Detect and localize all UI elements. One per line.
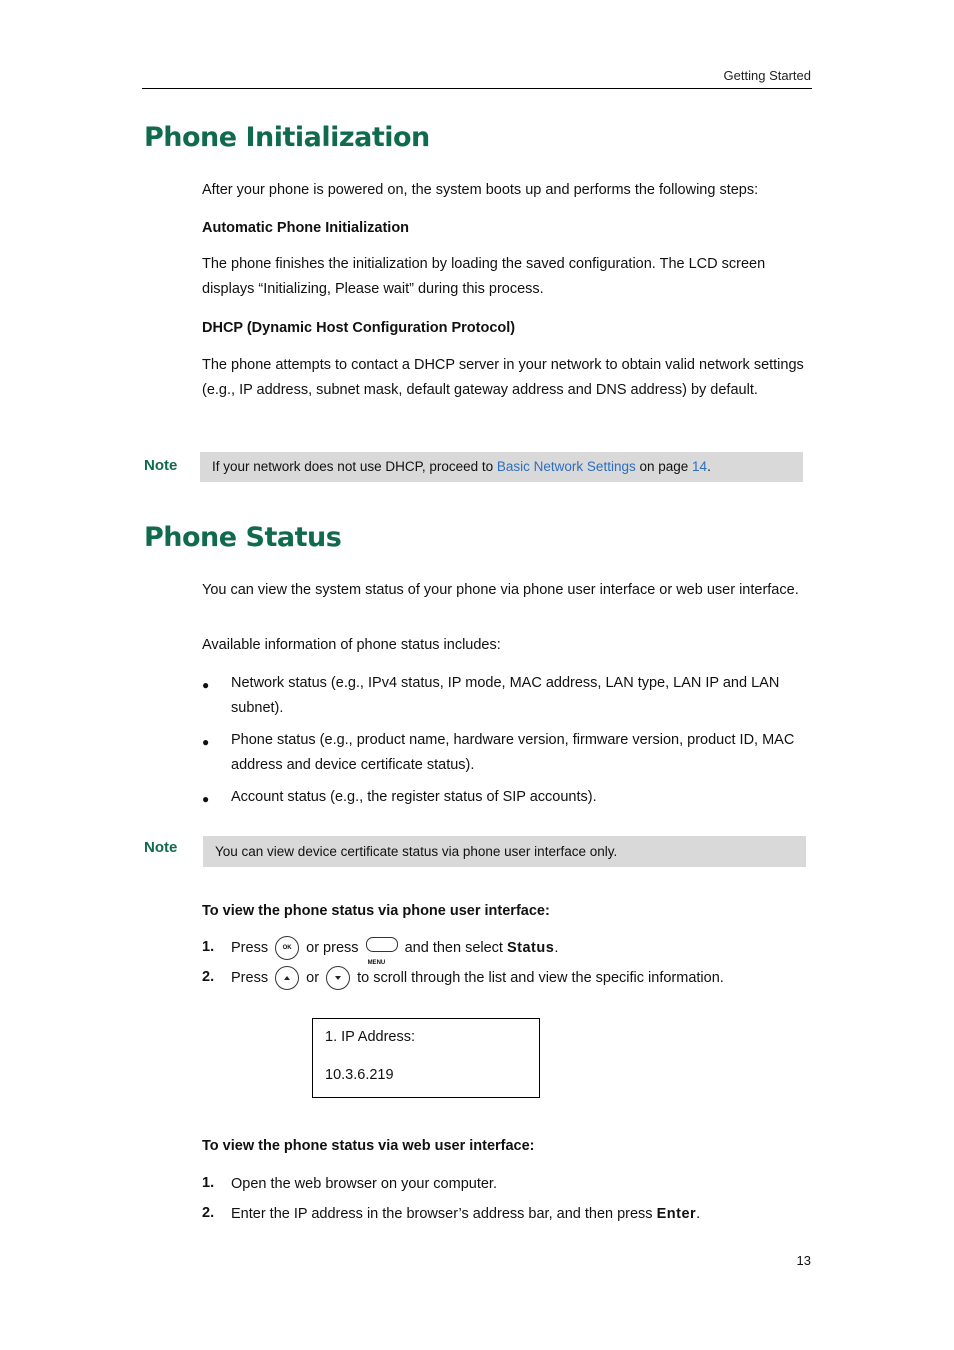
step-text: to scroll through the list and view the specific information.: [357, 970, 724, 986]
step-number: 1.: [202, 939, 215, 955]
bullet-icon: ●: [202, 792, 210, 806]
step-number: 2.: [202, 969, 215, 985]
note-text: You can view device certificate status via phone user interface only.: [215, 844, 618, 859]
section-title-phone-initialization: Phone Initialization: [144, 122, 430, 153]
step-text: or press: [306, 940, 359, 956]
status-available: Available information of phone status includes:: [202, 637, 501, 653]
status-intro: You can view the system status of your phone via phone user interface or web user interface.: [202, 582, 799, 598]
note-text: on page: [635, 459, 693, 474]
menu-key-icon: [366, 936, 398, 967]
header-rule: [142, 88, 812, 89]
subheading-phone-ui: To view the phone status via phone user interface:: [202, 903, 550, 919]
step-text: Enter the IP address in the browser’s address bar, and then press: [231, 1206, 657, 1222]
note-label: Note: [144, 839, 178, 856]
subheading-automatic-init: Automatic Phone Initialization: [202, 220, 410, 236]
running-header: Getting Started: [723, 68, 811, 83]
lcd-screen: [312, 1018, 540, 1098]
basic-network-settings-link[interactable]: Basic Network Settings: [496, 459, 636, 474]
note-box-dhcp: [200, 452, 803, 482]
step-text: Press: [231, 940, 269, 956]
phone-ui-step-2: [231, 966, 811, 990]
subheading-web-ui: To view the phone status via web user interface:: [202, 1138, 535, 1154]
list-item: Phone status (e.g., product name, hardware version, firmware version, product ID, MAC address and device certificate status).: [231, 732, 795, 773]
step-text: .: [696, 1206, 701, 1222]
step-text: .: [554, 940, 559, 956]
list-item: Account status (e.g., the register status of SIP accounts).: [231, 789, 597, 805]
phone-ui-step-1: [231, 936, 811, 967]
section-title-phone-status: Phone Status: [144, 522, 342, 553]
note-label: Note: [144, 457, 178, 474]
subheading-dhcp: DHCP (Dynamic Host Configuration Protocol): [202, 320, 516, 336]
page-number: 13: [796, 1253, 811, 1268]
lcd-line-2: 10.3.6.219: [325, 1067, 394, 1083]
menu-key-label: MENU: [367, 960, 386, 967]
down-key-icon: [326, 966, 350, 990]
init-intro: After your phone is powered on, the system boots up and performs the following steps:: [202, 182, 759, 198]
step-number: 1.: [202, 1175, 215, 1191]
up-key-icon: [275, 966, 299, 990]
step-text: Press: [231, 970, 269, 986]
bullet-icon: ●: [202, 678, 210, 692]
page-link[interactable]: 14: [692, 459, 708, 474]
term-status: Status: [506, 940, 555, 956]
step-number: 2.: [202, 1205, 215, 1221]
note-box-certificate: [203, 836, 806, 867]
web-ui-step-2: [231, 1202, 811, 1226]
list-item: Network status (e.g., IPv4 status, IP mode, MAC address, LAN type, LAN IP and LAN subnet).: [231, 675, 780, 716]
auto-init-text: The phone finishes the initialization by loading the saved configuration. The LCD screen displays “Initializing, Please wait” during this process.: [202, 256, 766, 297]
ok-key-icon: OK: [275, 936, 299, 960]
bullet-icon: ●: [202, 735, 210, 749]
lcd-line-1: 1. IP Address:: [325, 1029, 416, 1045]
note-text: If your network does not use DHCP, proceed to: [212, 459, 497, 474]
web-ui-step-1: Open the web browser on your computer.: [231, 1176, 497, 1192]
dhcp-text: The phone attempts to contact a DHCP server in your network to obtain valid network settings (e.g., IP address, subnet mask, default gateway address and DNS address) by default.: [202, 357, 804, 398]
note-text: .: [707, 459, 711, 474]
term-enter: Enter: [656, 1206, 697, 1222]
step-text: or: [306, 970, 320, 986]
step-text: and then select: [404, 940, 503, 956]
